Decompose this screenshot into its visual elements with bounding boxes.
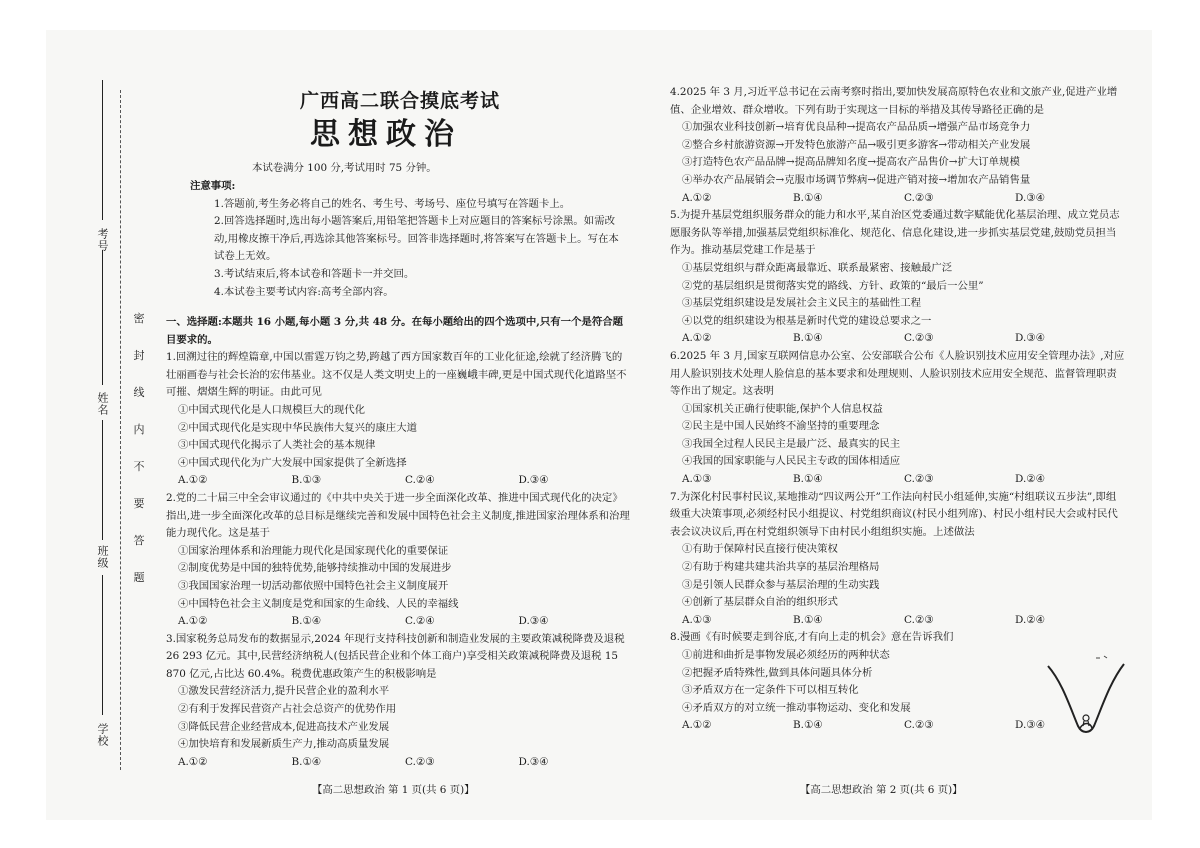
question-1 [166, 349, 632, 490]
question-option: ①激发民营经济活力,提升民营企业的盈利水平 [178, 685, 390, 698]
seal-line [120, 90, 121, 770]
class-label: 班级 [96, 545, 109, 569]
question-option: ②民主是中国人民始终不渝坚持的重要理念 [682, 420, 880, 433]
notes-block [190, 178, 622, 301]
choice-c: C.②③ [405, 755, 435, 768]
choice-b: B.①④ [793, 473, 823, 486]
question-option: ①前进和曲折是事物发展必须经历的两种状态 [682, 649, 890, 661]
question-option: ②把握矛盾特殊性,做到具体问题具体分析 [682, 666, 873, 679]
answer-choices [670, 471, 1126, 489]
choice-d: D.③④ [518, 615, 549, 628]
question-7 [670, 489, 1126, 630]
question-option: ③降低民营企业经营成本,促进高技术产业发展 [178, 720, 390, 733]
choice-b: B.①③ [291, 474, 322, 487]
choice-b: B.①④ [793, 332, 823, 345]
choice-a: A.①② [682, 191, 712, 204]
school-label: 学校 [96, 723, 109, 747]
exam-number-label: 考号 [96, 228, 109, 252]
question-3 [166, 631, 632, 772]
question-option: ④中国特色社会主义制度是党和国家的生命线、人民的幸福线 [178, 597, 459, 610]
question-option: ③我国全过程人民民主是最广泛、最真实的民主 [682, 437, 901, 450]
choice-c: C.②③ [904, 473, 934, 486]
choice-b: B.①④ [793, 613, 823, 626]
note-item: 1.答题前,考生务必将自己的姓名、考生号、考场号、座位号填写在答题卡上。 [214, 197, 571, 210]
name-line [102, 250, 103, 385]
choice-d: D.③④ [1015, 191, 1045, 204]
left-column [166, 314, 632, 771]
answer-choices [670, 190, 1126, 208]
choice-d: D.②④ [1015, 473, 1045, 486]
school-line [102, 575, 103, 715]
seal-notice: 密封线内不要答题 [133, 312, 145, 584]
choice-b: B.①④ [793, 191, 823, 204]
choice-b: B.①④ [793, 719, 823, 732]
choice-b: B.①④ [291, 755, 322, 768]
choice-a: A.①② [178, 474, 208, 487]
question-option: ②党的基层组织是贯彻落实党的路线、方针、政策的“最后一公里” [682, 279, 984, 292]
choice-d: D.③④ [1015, 332, 1045, 345]
choice-c: C.②④ [405, 615, 435, 628]
question-stem: 3.国家税务总局发布的数据显示,2024 年现行支持科技创新和制造业发展的主要政策减税降费及退税 26 293 亿元。其中,民营经济纳税人(包括民营企业和个体工商户)享受相关政策减税降费及退税 15 870 亿元,占比达 60.4%。税费优惠政策产生的积极影响是 [166, 632, 625, 680]
choice-c: C.②③ [904, 191, 934, 204]
exam-title: 广西高二联合摸底考试 [300, 90, 501, 112]
question-option: ④举办农产品展销会→克服市场调节弊病→促进产销对接→增加农产品销售量 [682, 173, 1031, 186]
question-option: ②有助于构建共建共治共享的基层治理格局 [682, 561, 880, 574]
notes-heading: 注意事项: [190, 180, 236, 192]
question-option: ③是引领人民群众参与基层治理的生动实践 [682, 578, 880, 591]
section-heading: 一、选择题:本题共 16 小题,每小题 3 分,共 48 分。在每小题给出的四个选项中,只有一个是符合题目要求的。 [166, 316, 623, 346]
class-line [102, 420, 103, 540]
answer-choices [166, 472, 632, 490]
right-column [670, 84, 1126, 735]
answer-choices [166, 613, 632, 631]
question-stem: 7.为深化村民事村民议,某地推动“四议两公开”工作法向村民小组延伸,实施“村组联议五步法”,即组级重大决策事项,必须经村民小组提议、村党组织商议(村民小组列席)、村民小组村民大会或村民代表会议决议后,再在村党组织领导下由村民小组组织实施。上述做法 [670, 490, 1118, 538]
note-item: 2.回答选择题时,选出每小题答案后,用铅笔把答题卡上对应题目的答案标号涂黑。如需改动,用橡皮擦干净后,再选涂其他答案标号。回答非选择题时,将答案写在答题卡上。写在本试卷上无效。 [214, 215, 619, 263]
choice-d: D.③④ [518, 474, 549, 487]
question-option: ③中国式现代化揭示了人类社会的基本规律 [178, 439, 376, 452]
choice-a: A.①③ [682, 613, 712, 626]
choice-c: C.②③ [904, 719, 934, 732]
question-option: ④中国式现代化为广大发展中国家提供了全新选择 [178, 456, 407, 469]
question-2 [166, 490, 632, 631]
choice-d: D.②④ [1015, 613, 1045, 626]
exam-number-line [102, 80, 103, 220]
choice-a: A.①② [178, 755, 208, 768]
question-option: ①中国式现代化是人口规模巨大的现代化 [178, 403, 366, 416]
question-option: ②有利于发挥民营资产占社会总资产的优势作用 [178, 703, 397, 716]
question-option: ③矛盾双方在一定条件下可以相互转化 [682, 684, 859, 697]
note-item: 3.考试结束后,将本试卷和答题卡一并交回。 [214, 267, 415, 280]
name-label: 姓名 [96, 392, 109, 416]
question-option: ②整合乡村旅游资源→开发特色旅游产品→吸引更多游客→带动相关产业发展 [682, 138, 1031, 151]
question-option: ②制度优势是中国的独特优势,能够持续推动中国的发展进步 [178, 562, 452, 575]
question-stem: 6.2025 年 3 月,国家互联网信息办公室、公安部联合公布《人脸识别技术应用安全管理办法》,对应用人脸识别技术处理人脸信息的基本要求和处理规则、人脸识别技术应用安全规范、监督管理职责等作出了规定。这表明 [670, 349, 1125, 398]
question-5 [670, 207, 1126, 348]
question-stem: 5.为提升基层党组织服务群众的能力和水平,某自治区党委通过数字赋能优化基层治理、成立党员志愿服务队等举措,加强基层党组织标准化、规范化、信息化建设,进一步抓实基层党建,鼓励党员担当作为。推动基层党建工作是基于 [670, 209, 1120, 257]
choice-a: A.①② [682, 332, 712, 345]
valley-cartoon-image [1040, 652, 1130, 742]
question-option: ④以党的组织建设为根基是新时代党的建设总要求之一 [682, 314, 932, 327]
choice-a: A.①② [178, 615, 208, 628]
exam-info: 本试卷满分 100 分,考试用时 75 分钟。 [252, 162, 437, 174]
subject-title: 思想政治 [310, 117, 462, 152]
question-stem: 2.党的二十届三中全会审议通过的《中共中央关于进一步全面深化改革、推进中国式现代化的决定》指出,进一步全面深化改革的总目标是继续完善和发展中国特色社会主义制度,推进国家治理体系和治理能力现代化。这是基于 [166, 491, 630, 540]
choice-a: A.①③ [682, 473, 712, 486]
page-footer-left: 【高二思想政治 第 1 页(共 6 页)】 [312, 784, 475, 796]
question-option: ④创新了基层群众自治的组织形式 [682, 596, 838, 609]
choice-a: A.①② [682, 719, 712, 732]
question-4 [670, 84, 1126, 207]
answer-choices [166, 754, 632, 772]
question-6 [670, 348, 1126, 489]
question-stem: 4.2025 年 3 月,习近平总书记在云南考察时指出,要加快发展高原特色农业和文旅产业,促进产业增值、企业增效、群众增收。下列有助于实现这一目标的举措及其传导路径正确的是 [670, 86, 1118, 116]
question-option: ④我国的国家职能与人民民主专政的国体相适应 [682, 455, 901, 468]
choice-b: B.①④ [291, 615, 322, 628]
question-option: ①国家机关正确行使职能,保护个人信息权益 [682, 402, 883, 415]
question-option: ③我国国家治理一切活动都依照中国特色社会主义制度展开 [178, 579, 449, 592]
question-option: ①加强农业科技创新→培育优良品种→提高农产品品质→增强产品市场竞争力 [682, 121, 1031, 134]
question-option: ①国家治理体系和治理能力现代化是国家现代化的重要保证 [178, 544, 449, 557]
question-8 [670, 629, 1040, 717]
question-option: ④加快培育和发展新质生产力,推动高质量发展 [178, 738, 390, 751]
choice-c: C.②④ [405, 474, 435, 487]
question-stem: 8.漫画《有时候要走到谷底,才有向上走的机会》意在告诉我们 [670, 631, 954, 644]
question-option: ①有助于保障村民直接行使决策权 [682, 543, 838, 556]
question-option: ②中国式现代化是实现中华民族伟大复兴的康庄大道 [178, 421, 417, 434]
question-stem: 1.回溯过往的辉煌篇章,中国以雷霆万钧之势,跨越了西方国家数百年的工业化征途,绘就了经济腾飞的壮丽画卷与社会长治的宏伟基业。这不仅是人类文明史上的一座巍峨丰碑,更是中国式现代化道路坚不可摧、熠熠生辉的明证。由此可见 [166, 351, 627, 399]
page-footer-right: 【高二思想政治 第 2 页(共 6 页)】 [800, 784, 963, 796]
question-option: ③基层党组织建设是发展社会主义民主的基础性工程 [682, 297, 921, 310]
choice-c: C.②③ [904, 332, 934, 345]
note-item: 4.本试卷主要考试内容:高考全部内容。 [214, 285, 394, 298]
answer-choices [670, 612, 1126, 630]
question-option: ③打造特色农产品品牌→提高品牌知名度→提高农产品售价→扩大订单规模 [682, 156, 1020, 169]
choice-d: D.③④ [1015, 719, 1045, 732]
question-option: ④矛盾双方的对立统一推动事物运动、变化和发展 [682, 701, 911, 714]
choice-d: D.③④ [518, 755, 549, 768]
answer-choices [670, 330, 1126, 348]
question-option: ①基层党组织与群众距离最靠近、联系最紧密、接触最广泛 [682, 261, 953, 274]
choice-c: C.②③ [904, 613, 934, 626]
